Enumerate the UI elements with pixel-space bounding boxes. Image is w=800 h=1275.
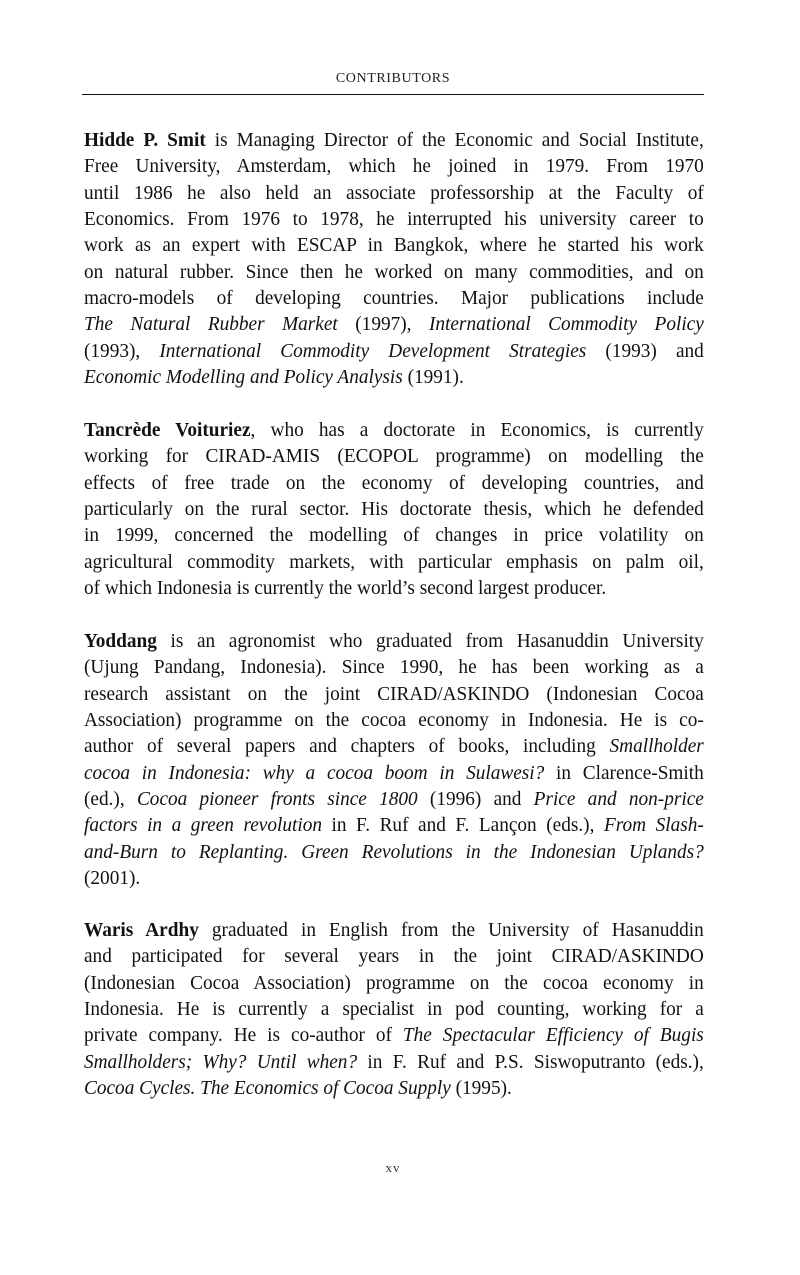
body-text: , who has a doctorate in Economics, is currently xyxy=(250,419,704,441)
contributor-entry-smit xyxy=(84,127,704,390)
text-line xyxy=(84,839,704,865)
body-text: (2001). xyxy=(84,867,141,890)
text-line xyxy=(84,812,704,838)
body-text: (1996) and xyxy=(417,788,534,811)
text-line xyxy=(84,443,704,469)
text-line xyxy=(84,654,704,680)
body-text: in 1999, concerned the modelling of changes in price volatility on xyxy=(84,524,704,547)
publication-title: Cocoa Cycles. The Economics of Cocoa Supply xyxy=(84,1077,451,1100)
body-text: Free University, Amsterdam, which he joined in 1979. From 1970 xyxy=(84,155,704,178)
text-line xyxy=(84,786,704,812)
body-text: research assistant on the joint CIRAD/ASKINDO (Indonesian Cocoa xyxy=(84,682,704,705)
body-text: graduated in English from the University of Hasanuddin xyxy=(198,919,704,941)
text-line xyxy=(84,311,704,337)
text-line xyxy=(84,127,704,153)
publication-title: Smallholders; Why? Until when? xyxy=(84,1050,358,1073)
text-line xyxy=(84,707,704,733)
text-line xyxy=(84,996,704,1022)
body-text: is Managing Director of the Economic and Social Institute, xyxy=(205,129,704,151)
body-text: of which Indonesia is currently the world’s second largest producer. xyxy=(84,577,607,600)
publication-title: and-Burn to Replanting. Green Revolutions in the Indonesian Uplands? xyxy=(84,840,704,863)
body-text: (1993) and xyxy=(586,339,704,362)
body-text: in F. Ruf and P.S. Siswoputranto (eds.), xyxy=(357,1050,704,1073)
body-text: effects of free trade on the economy of developing countries, and xyxy=(84,471,704,494)
text-line xyxy=(84,970,704,996)
body-text: is an agronomist who graduated from Hasanuddin University xyxy=(156,630,704,652)
body-text: agricultural commodity markets, with particular emphasis on palm oil, xyxy=(84,550,704,573)
text-line xyxy=(84,865,704,891)
text-line xyxy=(84,628,704,654)
publication-title: factors in a green revolution xyxy=(84,814,323,837)
text-line xyxy=(84,259,704,285)
publication-title: Cocoa pioneer fronts since 1800 xyxy=(136,788,418,811)
body-text: in F. Ruf and F. Lançon (eds.), xyxy=(322,814,604,837)
text-line xyxy=(84,417,704,443)
publication-title: International Commodity Development Strategies xyxy=(159,339,587,362)
body-text: (1993), xyxy=(84,339,160,362)
body-text: particularly on the rural sector. His doctorate thesis, which he defended xyxy=(84,498,704,521)
text-line xyxy=(84,1022,704,1048)
text-line xyxy=(84,917,704,943)
text-line xyxy=(84,496,704,522)
text-line xyxy=(84,1049,704,1075)
contributor-entry-yoddang xyxy=(84,628,704,891)
text-line xyxy=(84,549,704,575)
body-text: (ed.), xyxy=(84,788,137,811)
body-text: author of several papers and chapters of books, including xyxy=(84,735,610,758)
body-text: (1997), xyxy=(337,313,429,336)
body-text: until 1986 he also held an associate professorship at the Faculty of xyxy=(84,181,704,204)
text-line xyxy=(84,285,704,311)
publication-title: The Natural Rubber Market xyxy=(84,313,338,336)
body-text: private company. He is co-author of xyxy=(84,1024,403,1047)
body-text: Economics. From 1976 to 1978, he interrupted his university career to xyxy=(84,208,704,231)
body-text: Indonesia. He is currently a specialist in pod counting, working for a xyxy=(84,998,704,1021)
publication-title: Economic Modelling and Policy Analysis xyxy=(84,366,403,389)
text-line xyxy=(84,338,704,364)
body-text: (1991). xyxy=(402,366,464,389)
body-text: Association) programme on the cocoa economy in Indonesia. He is co- xyxy=(84,709,704,732)
contributor-name: Hidde P. Smit xyxy=(84,129,206,151)
contributor-entry-voituriez xyxy=(84,417,704,601)
body-text: macro-models of developing countries. Major publications include xyxy=(84,287,704,310)
text-line xyxy=(84,733,704,759)
body-text: on natural rubber. Since then he worked on many commodities, and on xyxy=(84,260,704,283)
publication-title: cocoa in Indonesia: why a cocoa boom in Sulawesi? xyxy=(84,761,545,784)
text-line xyxy=(84,681,704,707)
text-line xyxy=(84,760,704,786)
page-number: xv xyxy=(385,1160,401,1175)
text-line xyxy=(84,153,704,179)
text-line xyxy=(84,470,704,496)
publication-title: The Spectacular Efficiency of Bugis xyxy=(402,1024,704,1047)
body-text: and participated for several years in the joint CIRAD/ASKINDO xyxy=(84,945,704,968)
running-head: CONTRIBUTORS xyxy=(335,71,451,86)
body-text: work as an expert with ESCAP in Bangkok, where he started his work xyxy=(84,234,704,257)
contributor-name: Waris Ardhy xyxy=(84,919,199,941)
body-text: working for CIRAD-AMIS (ECOPOL programme) on modelling the xyxy=(84,445,704,468)
body-text: (Indonesian Cocoa Association) programme on the cocoa economy in xyxy=(84,971,704,994)
text-line xyxy=(84,575,704,601)
text-line xyxy=(84,943,704,969)
text-line xyxy=(84,522,704,548)
contributor-entry-ardhy xyxy=(84,917,704,1101)
text-line xyxy=(84,232,704,258)
body-text: (1995). xyxy=(450,1077,512,1100)
contributor-name: Tancrède Voituriez xyxy=(84,419,251,441)
contributor-name: Yoddang xyxy=(84,630,157,652)
body-text: (Ujung Pandang, Indonesia). Since 1990, he has been working as a xyxy=(84,656,704,679)
publication-title: From Slash- xyxy=(603,814,704,837)
text-line xyxy=(84,1075,704,1101)
header-rule xyxy=(82,94,704,95)
text-line xyxy=(84,364,704,390)
body-text: in Clarence-Smith xyxy=(544,761,704,784)
text-line xyxy=(84,206,704,232)
publication-title: Smallholder xyxy=(609,735,704,758)
publication-title: Price and non-price xyxy=(533,788,704,811)
text-line xyxy=(84,180,704,206)
publication-title: International Commodity Policy xyxy=(428,313,704,336)
